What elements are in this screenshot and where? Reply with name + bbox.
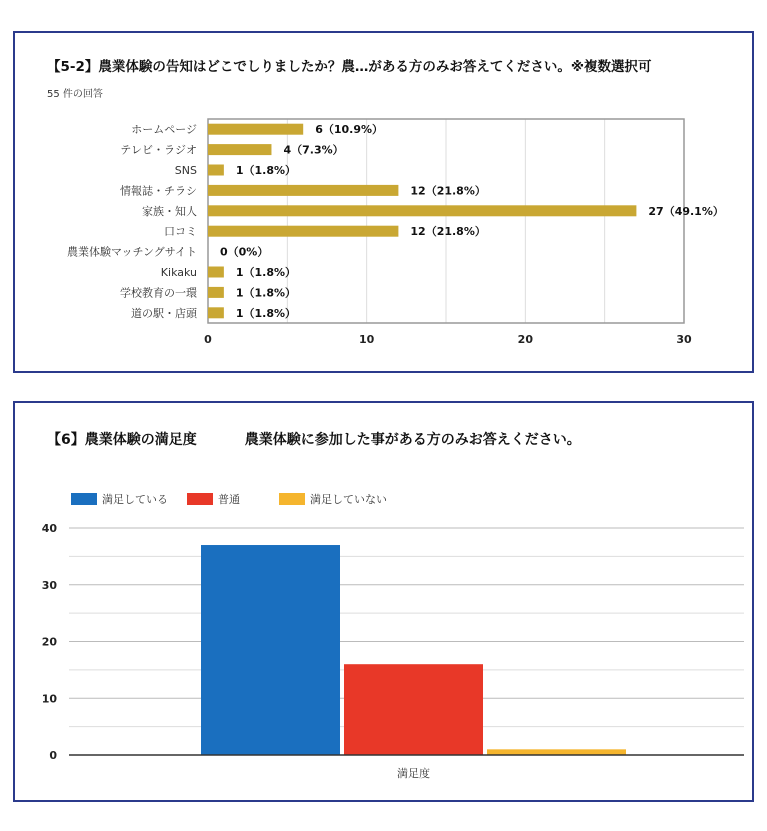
chart-title: 【5-2】農業体験の告知はどこでしりましたか？農…がある方のみお答えてください。※複数選択可 — [47, 59, 652, 75]
bar — [344, 664, 483, 755]
data-label: 27（49.1%） — [648, 204, 724, 218]
y-tick-label: 40 — [41, 522, 57, 535]
legend-swatch — [279, 493, 305, 505]
category-label: ホームページ — [131, 123, 197, 137]
category-label: テレビ・ラジオ — [120, 143, 197, 157]
y-tick-label: 10 — [41, 692, 57, 706]
category-label: 情報誌・チラシ — [120, 184, 197, 198]
bar — [208, 267, 224, 278]
category-label: 農業体験マッチングサイト — [66, 245, 197, 259]
chart-panel-satisfaction — [13, 401, 754, 802]
data-label: 0（0%） — [220, 245, 269, 259]
grouped-bar-chart — [15, 403, 752, 800]
x-category-label: 満足度 — [397, 767, 430, 780]
bar — [208, 124, 303, 135]
chart-title-note: 農業体験に参加した事がある方のみお答えください。 — [244, 432, 581, 448]
data-label: 1（1.8%） — [235, 164, 297, 177]
category-label: 学校教育の一環 — [120, 286, 197, 300]
data-label: 1（1.8%） — [235, 306, 297, 320]
category-label: SNS — [174, 164, 197, 177]
legend-label: 満足している — [102, 493, 168, 506]
data-label: 12（21.8%） — [410, 225, 486, 239]
legend-label: 普通 — [218, 493, 240, 506]
x-tick-label: 20 — [517, 333, 533, 346]
data-label: 1（1.8%） — [235, 266, 297, 279]
x-tick-label: 0 — [204, 333, 212, 346]
data-label: 6（10.9%） — [315, 123, 384, 137]
data-label: 12（21.8%） — [410, 184, 486, 198]
category-label: 道の駅・店頭 — [131, 306, 197, 320]
horizontal-bar-chart — [15, 33, 752, 371]
legend-swatch — [187, 493, 213, 505]
y-tick-label: 30 — [41, 578, 57, 592]
bar — [208, 205, 636, 216]
bar — [208, 185, 398, 196]
x-tick-label: 30 — [676, 333, 692, 346]
bar — [208, 226, 398, 237]
response-count: 55 件の回答 — [47, 89, 103, 100]
bar — [208, 144, 271, 155]
legend-label: 満足していない — [310, 493, 387, 506]
bar — [487, 749, 626, 755]
x-tick-label: 10 — [359, 333, 375, 346]
chart-panel-notification-source — [13, 31, 754, 373]
y-tick-label: 0 — [49, 749, 57, 762]
chart-title-main: 【6】農業体験の満足度 — [47, 432, 197, 448]
category-label: 口コミ — [164, 225, 197, 239]
category-label: 家族・知人 — [142, 204, 197, 218]
bar — [208, 165, 224, 176]
y-tick-label: 20 — [41, 635, 57, 649]
bar — [208, 307, 224, 318]
data-label: 1（1.8%） — [235, 286, 297, 300]
legend-swatch — [71, 493, 97, 505]
bar — [201, 545, 340, 755]
data-label: 4（7.3%） — [283, 143, 344, 157]
category-label: Kikaku — [160, 266, 197, 279]
bar — [208, 287, 224, 298]
